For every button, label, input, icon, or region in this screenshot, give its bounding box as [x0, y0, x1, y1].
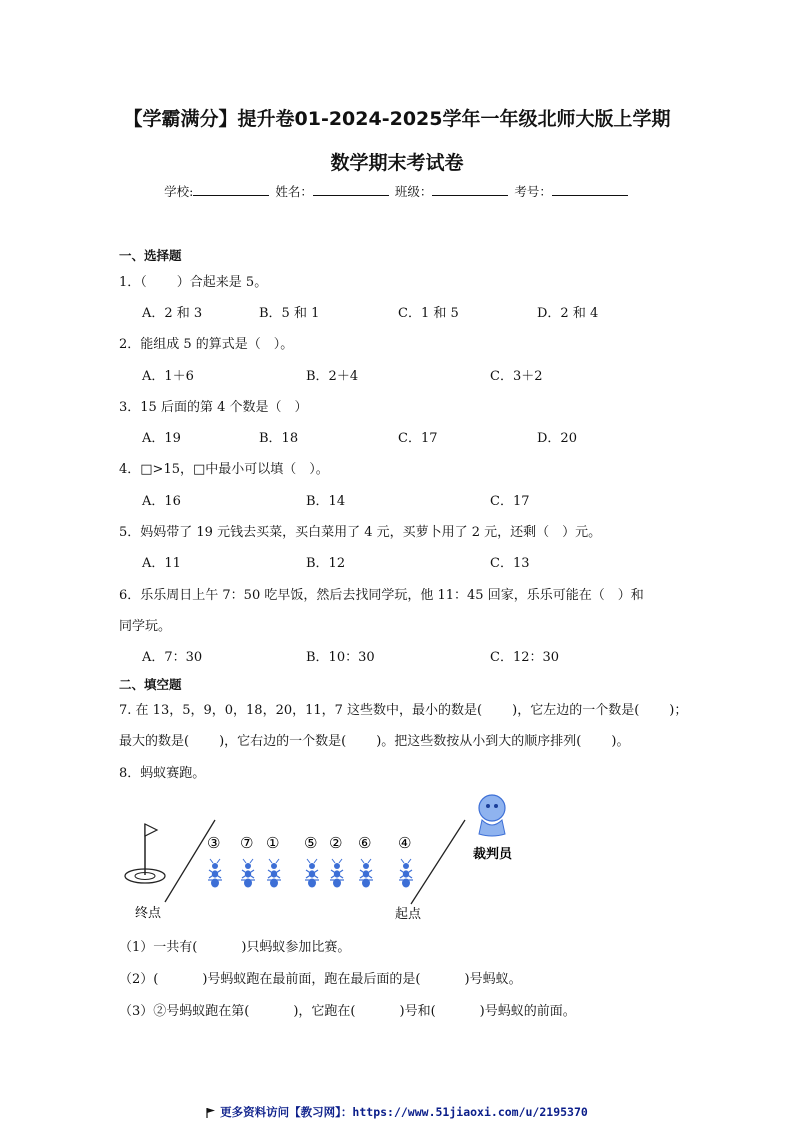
q5-option-c: C．13 — [490, 556, 530, 571]
question-6-line-2: 同学玩。 — [119, 619, 172, 634]
q7-text-f: )。把这些数按从小到大的顺序排列( — [376, 734, 582, 749]
question-6-line-1: 6．乐乐周日上午 7：50 吃早饭，然后去找同学玩，他 11：45 回家，乐乐可能在（ ）和 — [119, 588, 644, 603]
section-fill-heading: 二、填空题 — [119, 677, 182, 692]
title-line-2: 数学期末考试卷 — [330, 152, 464, 174]
q8-sub-2 — [119, 968, 522, 987]
q7-text-b: )，它左边的一个数是( — [512, 703, 640, 718]
ant-icon — [330, 859, 344, 888]
question-5: 5．妈妈带了 19 元钱去买菜，买白菜用了 4 元，买萝卜用了 2 元，还剩（ ）元。 — [119, 525, 602, 540]
ants-group — [207, 834, 413, 888]
question-7-line-2 — [119, 730, 629, 749]
ant-icon — [399, 859, 413, 888]
q6-option-b: B．10：30 — [306, 650, 375, 665]
ant-icon — [267, 859, 281, 888]
q6-option-c: C．12：30 — [490, 650, 560, 665]
ant-number-label: ⑥ — [358, 834, 372, 852]
q1-option-a: A．2 和 3 — [142, 306, 203, 321]
ant-race-figure — [115, 790, 545, 925]
q1-open-paren: （ — [140, 275, 147, 290]
q8-sub2-c: )号蚂蚁。 — [464, 972, 522, 987]
q8-sub2-b: )号蚂蚁跑在最前面，跑在最后面的是( — [202, 972, 421, 987]
q1-option-b: B．5 和 1 — [259, 306, 320, 321]
referee-label: 裁判员 — [473, 847, 513, 862]
q7-text-d: 最大的数是( — [119, 734, 190, 749]
finish-line — [165, 820, 215, 902]
q8-sub1-b: )只蚂蚁参加比赛。 — [241, 940, 351, 955]
footer-link[interactable]: 更多资料访问【教习网】：https://www.51jiaoxi.com/u/2195370 — [220, 1105, 588, 1119]
q3-option-a: A．19 — [142, 431, 181, 446]
class-blank[interactable] — [432, 183, 508, 196]
ant-number-label: ② — [329, 834, 343, 852]
ant-number-label: ① — [266, 834, 280, 852]
flag-icon — [145, 824, 157, 836]
name-blank[interactable] — [313, 183, 389, 196]
school-blank[interactable] — [193, 183, 269, 196]
q5-option-a: A．11 — [142, 556, 181, 571]
class-label: 班级： — [394, 184, 433, 199]
q8-sub-1 — [119, 936, 350, 955]
q3-option-c: C．17 — [398, 431, 438, 446]
finish-label: 终点 — [135, 906, 162, 921]
start-line — [411, 820, 465, 904]
footer — [0, 1104, 794, 1120]
ant-number-label: ⑤ — [304, 834, 318, 852]
q3-option-b: B．18 — [259, 431, 299, 446]
ant-number-label: ③ — [207, 834, 221, 852]
question-2: 2．能组成 5 的算式是（ ）。 — [119, 337, 294, 352]
question-3: 3．15 后面的第 4 个数是（ ） — [119, 400, 308, 415]
q2-option-b: B．2＋4 — [306, 369, 359, 384]
q8-sub3-a: （3）②号蚂蚁跑在第( — [119, 1004, 250, 1019]
q7-text-g: )。 — [611, 734, 630, 749]
q6-option-a: A．7：30 — [142, 650, 203, 665]
q8-sub2-a: （2）( — [119, 972, 159, 987]
q4-option-b: B．14 — [306, 494, 346, 509]
name-label: 姓名： — [275, 184, 313, 199]
q1-option-d: D．2 和 4 — [537, 306, 599, 321]
id-label: 考号： — [514, 184, 552, 199]
start-label: 起点 — [395, 907, 422, 922]
q4-option-a: A．16 — [142, 494, 181, 509]
q8-sub3-d: )号蚂蚁的前面。 — [479, 1004, 576, 1019]
q2-option-c: C．3＋2 — [490, 369, 543, 384]
q7-text-c: )； — [669, 703, 688, 718]
ant-icon — [359, 859, 373, 888]
q8-sub1-a: （1）一共有( — [119, 940, 198, 955]
q8-sub3-b: )，它跑在( — [293, 1004, 356, 1019]
title-line-1: 【学霸满分】提升卷01-2024-2025学年一年级北师大版上学期 — [123, 108, 671, 130]
footer-flag-icon — [206, 1108, 216, 1118]
ant-icon — [305, 859, 319, 888]
question-4: 4．□>15，□中最小可以填（ ）。 — [119, 462, 329, 477]
question-7-line-1 — [119, 699, 687, 718]
ant-icon — [208, 859, 222, 888]
referee-icon — [479, 795, 505, 836]
q5-option-b: B．12 — [306, 556, 346, 571]
q2-option-a: A．1＋6 — [142, 369, 194, 384]
ant-icon — [241, 859, 255, 888]
q1-text: ）合起来是 5。 — [176, 275, 268, 290]
q4-option-c: C．17 — [490, 494, 530, 509]
q8-sub-3 — [119, 1000, 576, 1019]
id-blank[interactable] — [552, 183, 628, 196]
question-1 — [119, 271, 267, 290]
ant-number-label: ④ — [398, 834, 412, 852]
q8-sub3-c: )号和( — [399, 1004, 436, 1019]
q3-option-d: D．20 — [537, 431, 577, 446]
section-choice-heading: 一、选择题 — [119, 248, 182, 263]
q1-option-c: C．1 和 5 — [398, 306, 459, 321]
question-8: 8．蚂蚁赛跑。 — [119, 766, 206, 781]
q7-text-a: 7. 在 13，5，9，0，18，20，11，7 这些数中，最小的数是( — [119, 703, 483, 718]
q7-text-e: )，它右边的一个数是( — [219, 734, 347, 749]
ant-number-label: ⑦ — [240, 834, 254, 852]
school-label: 学校: — [164, 184, 194, 199]
student-info — [0, 182, 794, 200]
q1-number: 1． — [119, 275, 141, 290]
